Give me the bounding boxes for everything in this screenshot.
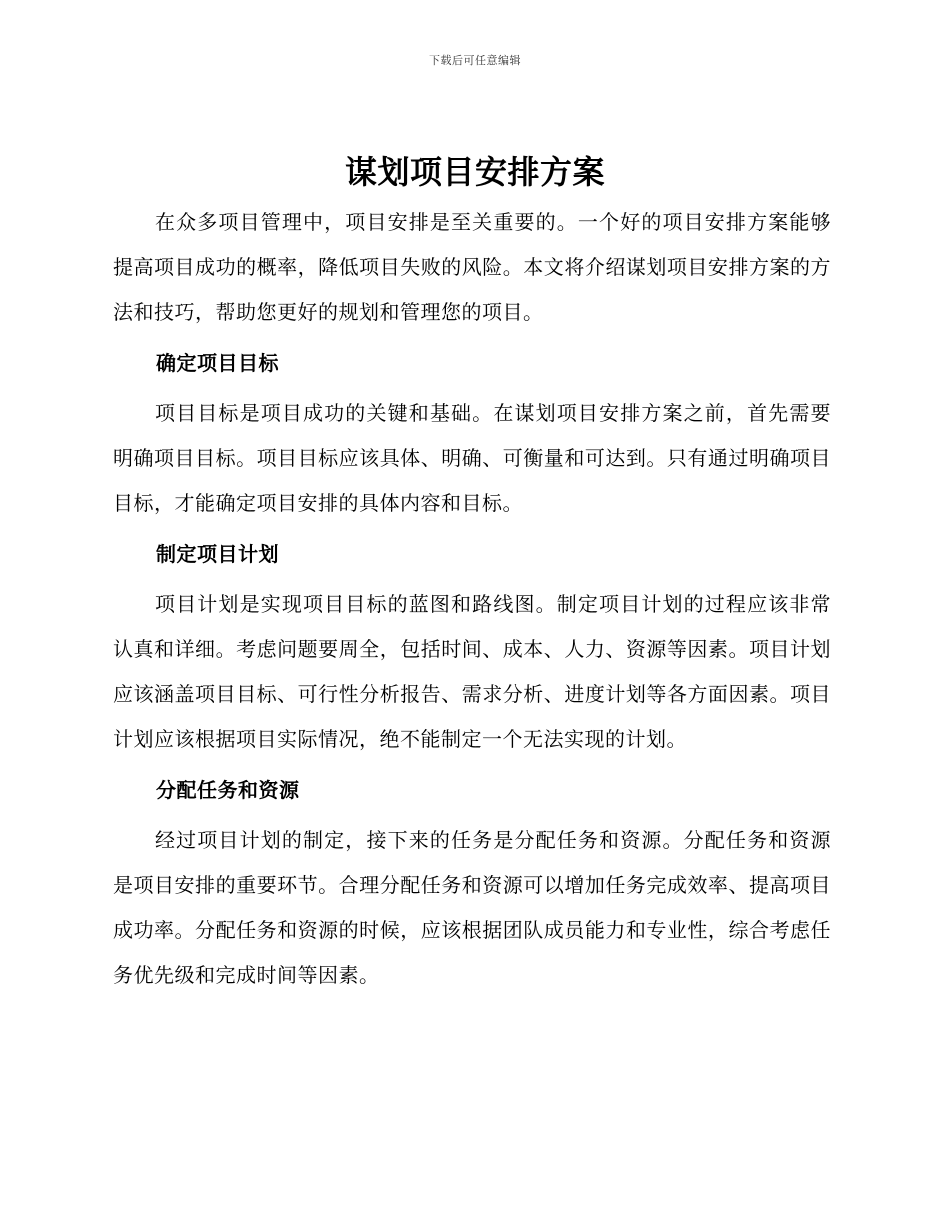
section-heading-define-goals: 确定项目目标	[156, 351, 279, 375]
document-title: 谋划项目安排方案	[344, 153, 605, 191]
document-body	[113, 200, 831, 998]
section-heading-assign-tasks: 分配任务和资源	[156, 778, 300, 802]
section-heading-project-plan: 制定项目计划	[156, 542, 279, 566]
page-header-note: 下载后可任意编辑	[429, 54, 521, 67]
section-paragraph-assign-tasks: 经过项目计划的制定，接下来的任务是分配任务和资源。分配任务和资源是项目安排的重要环节。合理分配任务和资源可以增加任务完成效率、提高项目成功率。分配任务和资源的时候，应该根据团队成员能力和专业性，综合考虑任务优先级和完成时间等因素。	[113, 828, 831, 987]
section-paragraph-define-goals: 项目目标是项目成功的关键和基础。在谋划项目安排方案之前，首先需要明确项目目标。项目目标应该具体、明确、可衡量和可达到。只有通过明确项目目标，才能确定项目安排的具体内容和目标。	[113, 401, 831, 515]
section-paragraph-project-plan: 项目计划是实现项目目标的蓝图和路线图。制定项目计划的过程应该非常认真和详细。考虑问题要周全，包括时间、成本、人力、资源等因素。项目计划应该涵盖项目目标、可行性分析报告、需求分析、进度计划等各方面因素。项目计划应该根据项目实际情况，绝不能制定一个无法实现的计划。	[113, 592, 831, 751]
intro-paragraph: 在众多项目管理中，项目安排是至关重要的。一个好的项目安排方案能够提高项目成功的概率，降低项目失败的风险。本文将介绍谋划项目安排方案的方法和技巧，帮助您更好的规划和管理您的项目。	[113, 210, 831, 324]
